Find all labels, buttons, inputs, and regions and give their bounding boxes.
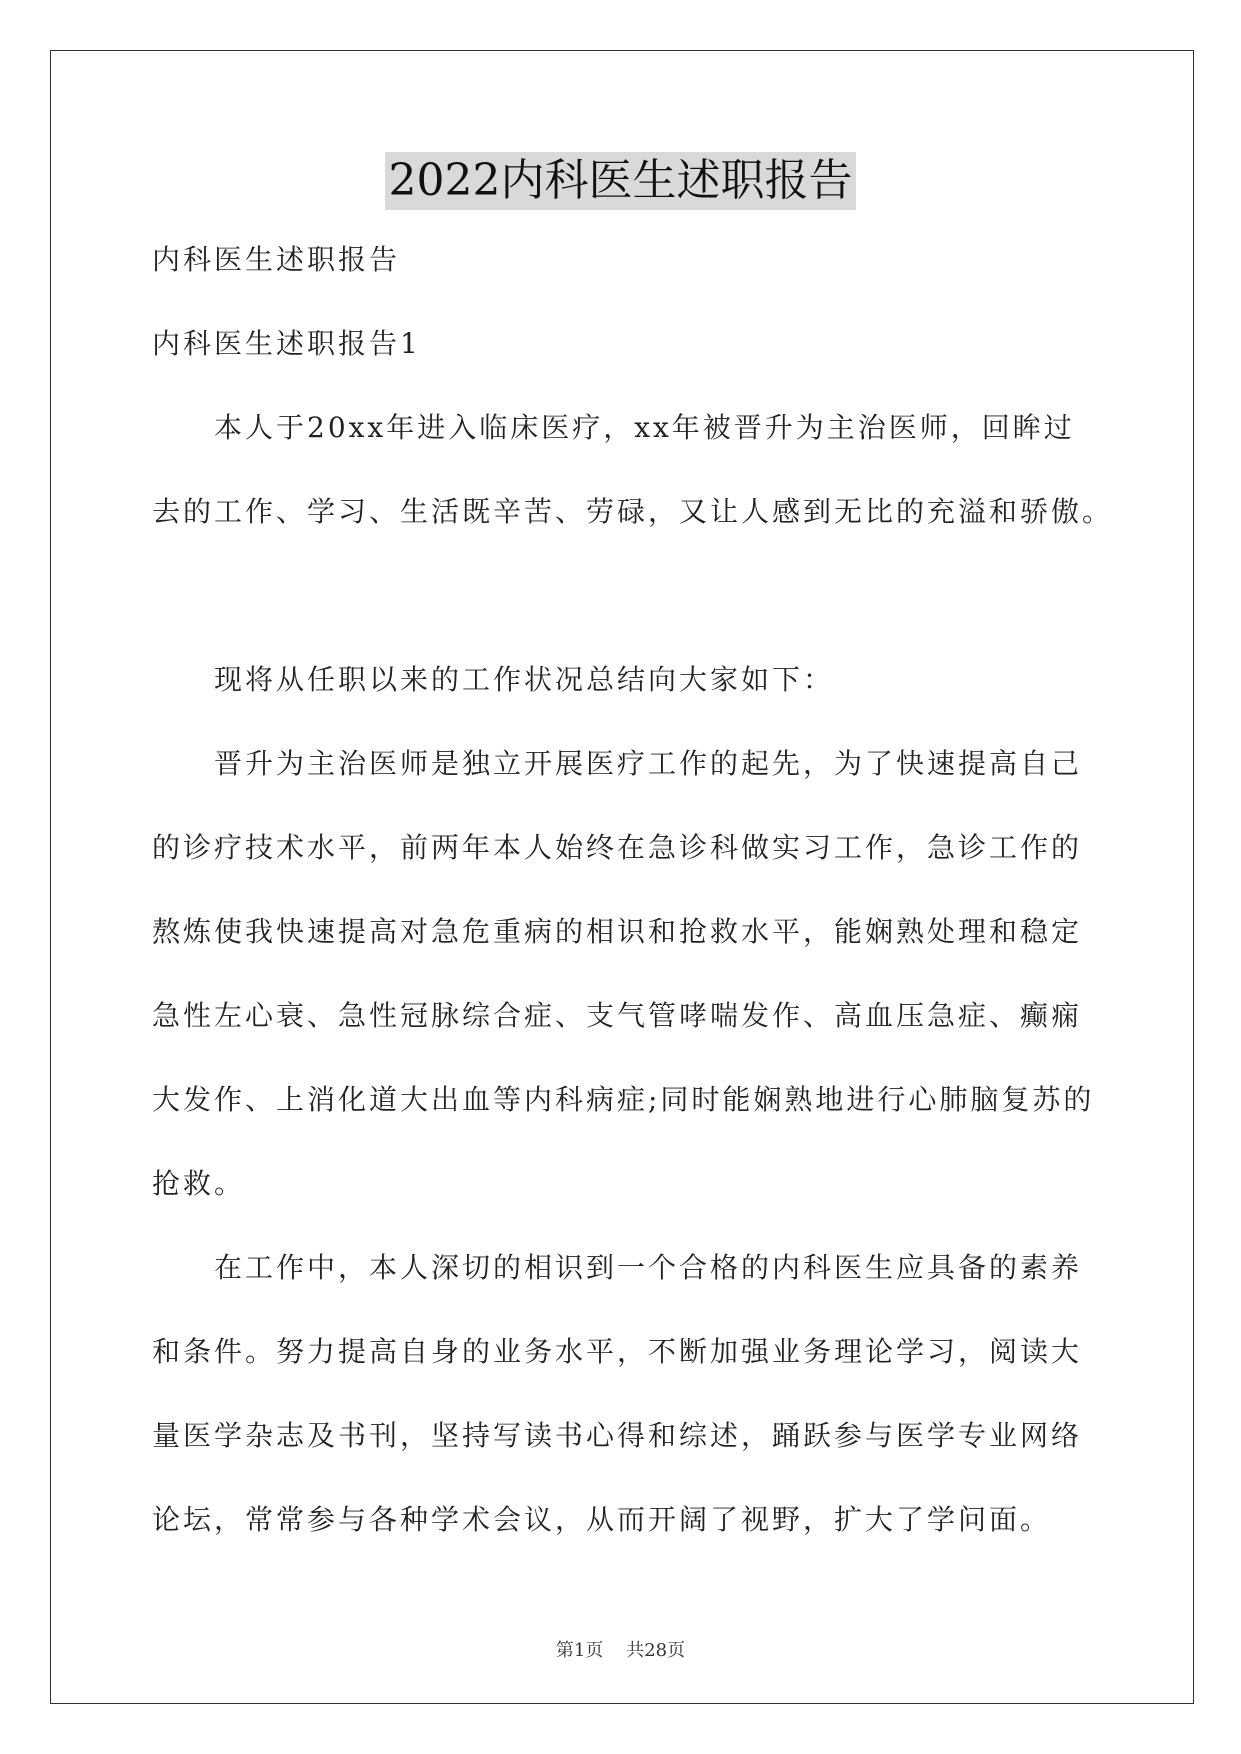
paragraph-line: 在工作中，本人深切的相识到一个合格的内科医生应具备的素养: [214, 1251, 1083, 1284]
paragraph-line: 本人于20xx年进入临床医疗，xx年被晋升为主治医师，回眸过: [214, 411, 1075, 444]
page-footer: [0, 1636, 1241, 1662]
paragraph-line: 急性左心衰、急性冠脉综合症、支气管哮喘发作、高血压急症、癫痫: [152, 999, 1083, 1032]
document-body: [152, 230, 1114, 1574]
paragraph-line: 熬炼使我快速提高对急危重病的相识和抢救水平，能娴熟处理和稳定: [152, 915, 1083, 948]
paragraph-line: 抢救。: [152, 1167, 246, 1200]
paragraph-line: 的诊疗技术水平，前两年本人始终在急诊科做实习工作，急诊工作的: [152, 831, 1083, 864]
paragraph-line: 晋升为主治医师是独立开展医疗工作的起先，为了快速提高自己: [214, 747, 1083, 780]
section-heading: 内科医生述职报告1: [152, 327, 421, 360]
title-container: [0, 152, 1241, 210]
paragraph-line: 论坛，常常参与各种学术会议，从而开阔了视野，扩大了学问面。: [152, 1503, 1052, 1536]
page-number: 第1页 共28页: [555, 1640, 686, 1661]
paragraph-line: 量医学杂志及书刊，坚持写读书心得和综述，踊跃参与医学专业网络: [152, 1419, 1083, 1452]
document-title: 2022内科医生述职报告: [385, 152, 857, 210]
blank-line: [152, 566, 1092, 650]
paragraph-line: 大发作、上消化道大出血等内科病症;同时能娴熟地进行心肺脑复苏的: [152, 1083, 1095, 1116]
paragraph-line: 去的工作、学习、生活既辛苦、劳碌，又让人感到无比的充溢和骄傲。: [152, 495, 1114, 528]
subtitle-line: 内科医生述职报告: [152, 243, 401, 276]
paragraph-line: 和条件。努力提高自身的业务水平，不断加强业务理论学习，阅读大: [152, 1335, 1083, 1368]
paragraph-line: 现将从任职以来的工作状况总结向大家如下：: [214, 663, 835, 696]
